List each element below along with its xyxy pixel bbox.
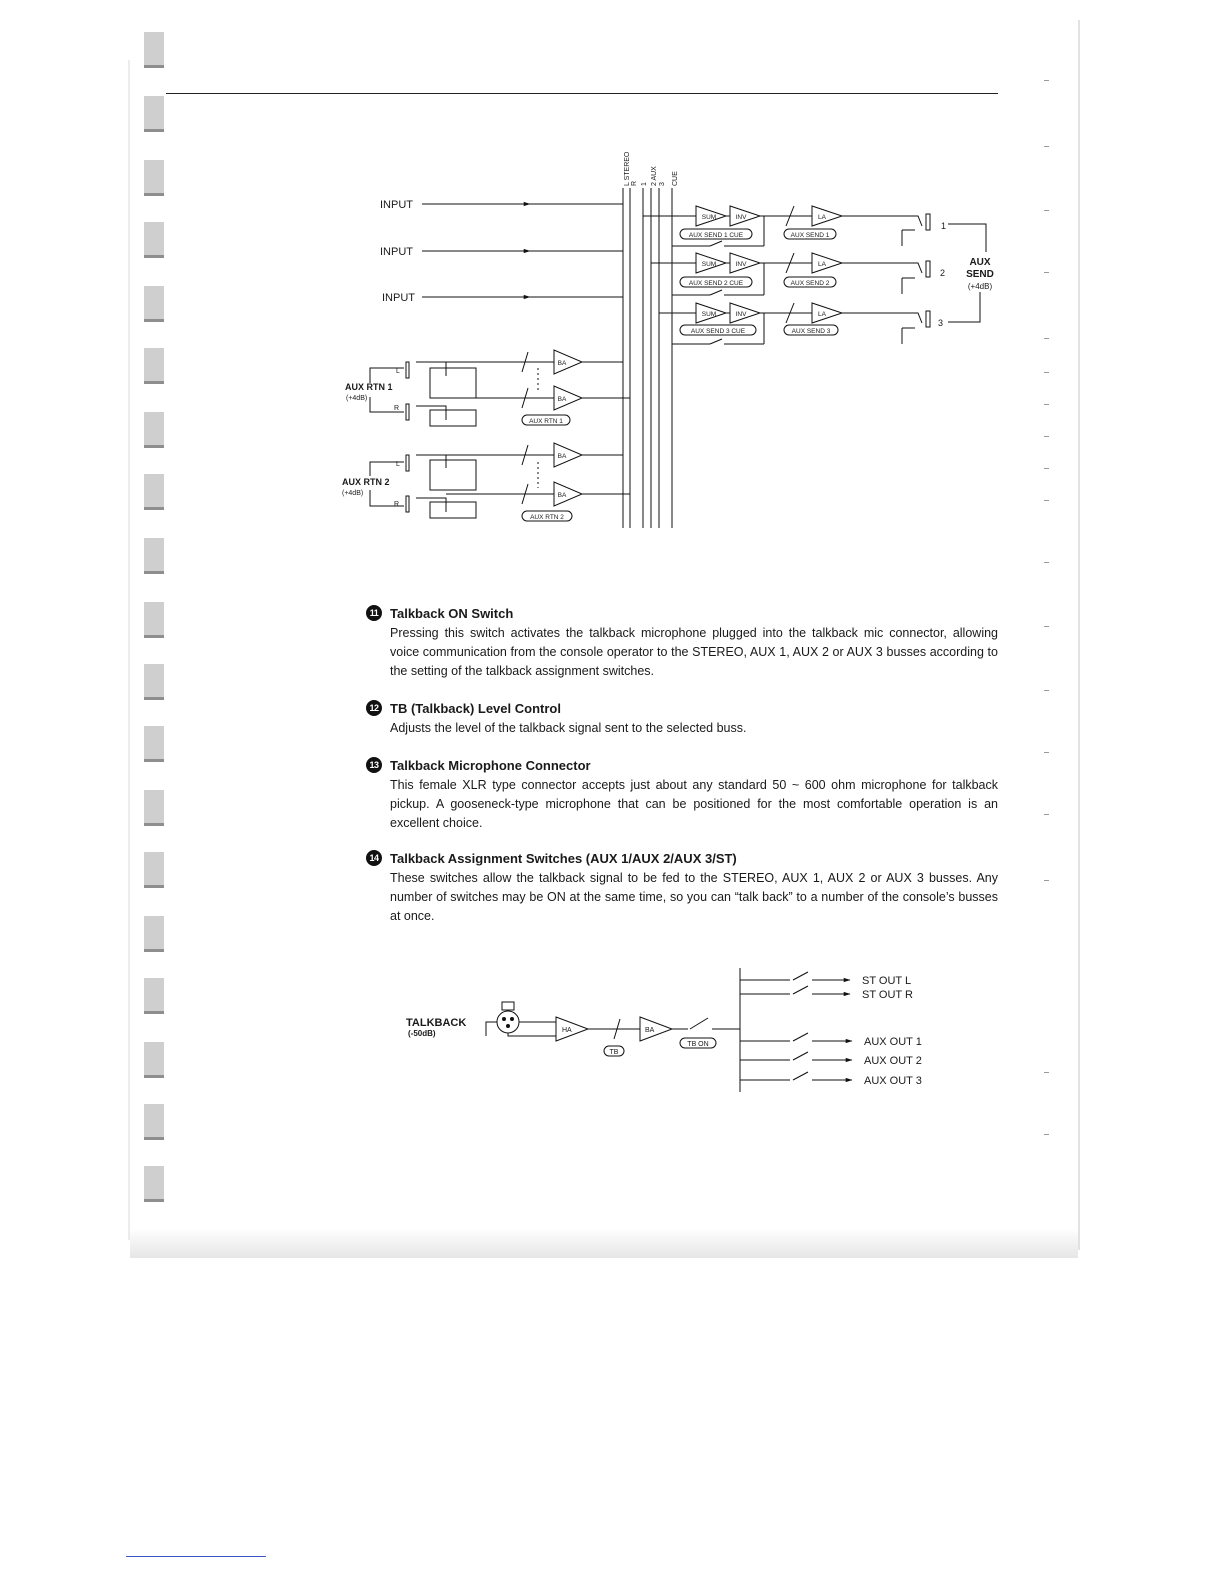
output-label: ST OUT L	[862, 975, 912, 987]
aux-rtn-level: (+4dB)	[342, 490, 364, 497]
tb-on-switch: TB ON	[687, 1041, 709, 1048]
section-talkback-assignment-switches	[366, 850, 998, 926]
section-title: Talkback ON Switch	[390, 605, 514, 621]
jack-number: 1	[941, 221, 947, 231]
margin-mark	[1044, 1134, 1049, 1135]
binding-tab	[144, 538, 164, 574]
aux-send-control: AUX SEND 3	[791, 328, 831, 335]
input-label: INPUT	[382, 292, 415, 304]
margin-mark	[1044, 500, 1049, 501]
aux-rtn-control: AUX RTN 2	[530, 514, 564, 521]
aux-send-title: AUX	[969, 257, 991, 268]
binding-tab	[144, 664, 164, 700]
section-body: Pressing this switch activates the talkback microphone plugged into the talkback mic connector, allowing voice communication from the console operator to the STEREO, AUX 1, AUX 2 or AUX 3 busses according to the setting of the talkback assignment switches.	[390, 626, 998, 678]
margin-mark	[1044, 80, 1049, 81]
la-amp-label: LA	[818, 311, 826, 318]
section-talkback-mic-connector	[366, 757, 998, 833]
bus-label: 2 AUX	[651, 166, 658, 186]
binding-tab	[144, 852, 164, 888]
binding-tab	[144, 726, 164, 762]
binding-tab	[144, 474, 164, 510]
input-label: INPUT	[380, 199, 413, 211]
section-number-badge: 14	[366, 850, 382, 866]
section-talkback-on-switch	[366, 605, 998, 681]
aux-rtn-control: AUX RTN 1	[529, 418, 563, 425]
margin-mark	[1044, 880, 1049, 881]
inv-amp-label: INV	[735, 214, 747, 221]
binding-tab	[144, 916, 164, 952]
talkback-level: (-50dB)	[408, 1029, 436, 1038]
margin-mark	[1044, 690, 1049, 691]
aux-send-title: SEND	[966, 269, 994, 280]
section-body: Adjusts the level of the talkback signal sent to the selected buss.	[390, 721, 747, 735]
la-amp-label: LA	[818, 261, 826, 268]
binding-tab	[144, 222, 164, 258]
section-number-badge: 12	[366, 700, 382, 716]
section-number-badge: 11	[366, 605, 382, 621]
output-label: AUX OUT 3	[864, 1075, 922, 1087]
left-channel-label: L	[396, 461, 400, 468]
inv-amp-label: INV	[735, 311, 747, 318]
margin-mark	[1044, 562, 1049, 563]
right-channel-label: R	[394, 405, 400, 412]
page-edge	[1078, 20, 1080, 1250]
section-title: TB (Talkback) Level Control	[390, 700, 561, 716]
aux-send-control: AUX SEND 2	[790, 280, 830, 287]
ba-amp-label: BA	[557, 360, 567, 367]
aux-rtn-title: AUX RTN 1	[345, 382, 393, 392]
binding-edge	[128, 60, 130, 1240]
output-label: ST OUT R	[862, 989, 913, 1001]
binding-tab	[144, 602, 164, 638]
ha-amp-label: HA	[562, 1027, 572, 1034]
margin-mark	[1044, 468, 1049, 469]
tb-level-control: TB	[609, 1049, 619, 1056]
margin-mark	[1044, 814, 1049, 815]
sum-amp-label: SUM	[701, 261, 717, 268]
binding-tab	[144, 1042, 164, 1078]
footer-underline	[126, 1556, 266, 1557]
bus-label: 1	[641, 182, 648, 186]
bus-label: CUE	[672, 171, 679, 186]
binding-tab	[144, 286, 164, 322]
page-bottom-shadow	[130, 1228, 1078, 1258]
section-title: Talkback Microphone Connector	[390, 757, 591, 773]
section-title: Talkback Assignment Switches (AUX 1/AUX 2/AUX 3/ST)	[390, 850, 737, 866]
margin-mark	[1044, 752, 1049, 753]
binding-tab	[144, 978, 164, 1014]
aux-send-cue-control: AUX SEND 3 CUE	[690, 328, 746, 335]
ba-amp-label: BA	[557, 453, 567, 460]
aux-send-cue-control: AUX SEND 1 CUE	[688, 232, 744, 239]
binding-tab	[144, 96, 164, 132]
binding-tab	[144, 160, 164, 196]
bus-label: 3	[659, 182, 666, 186]
margin-mark	[1044, 338, 1049, 339]
margin-mark	[1044, 436, 1049, 437]
margin-mark	[1044, 372, 1049, 373]
jack-number: 3	[938, 318, 944, 328]
bus-label: L STEREO	[624, 151, 631, 186]
margin-mark	[1044, 272, 1049, 273]
la-amp-label: LA	[818, 214, 826, 221]
margin-mark	[1044, 626, 1049, 627]
margin-mark	[1044, 404, 1049, 405]
margin-mark	[1044, 210, 1049, 211]
talkback-label: TALKBACK	[406, 1017, 467, 1029]
aux-rtn-level: (+4dB)	[346, 395, 368, 402]
section-body: These switches allow the talkback signal to be fed to the STEREO, AUX 1, AUX 2 or AUX 3 busses. Any number of switches may be ON at the same time, so you can “talk back” to a number of the console’s busses at once.	[390, 871, 998, 923]
left-channel-label: L	[396, 368, 400, 375]
section-body: This female XLR type connector accepts just about any standard 50 ~ 600 ohm microphone for talkback pickup. A gooseneck-type microphone that can be positioned for the most comfortable operation is an excellent choice.	[390, 778, 998, 830]
bus-labels	[624, 151, 679, 186]
aux-rtn-title: AUX RTN 2	[342, 477, 390, 487]
ba-amp-label: BA	[557, 396, 567, 403]
right-channel-label: R	[394, 501, 400, 508]
input-label: INPUT	[380, 246, 413, 258]
binding-tab	[144, 1104, 164, 1140]
sum-amp-label: SUM	[701, 214, 717, 221]
section-number-badge: 13	[366, 757, 382, 773]
section-tb-level-control	[366, 700, 998, 738]
aux-send-cue-control: AUX SEND 2 CUE	[688, 280, 744, 287]
binding-tab	[144, 1166, 164, 1202]
binding-tab	[144, 32, 164, 68]
binding-tab	[144, 412, 164, 448]
inv-amp-label: INV	[735, 261, 747, 268]
margin-mark	[1044, 1072, 1049, 1073]
jack-number: 2	[940, 268, 946, 278]
margin-mark	[1044, 146, 1049, 147]
aux-send-level: (+4dB)	[967, 282, 993, 291]
output-label: AUX OUT 1	[864, 1036, 922, 1048]
aux-send-control: AUX SEND 1	[790, 232, 830, 239]
output-label: AUX OUT 2	[864, 1055, 922, 1067]
bus-label: R	[631, 180, 638, 186]
ba-amp-label: BA	[645, 1027, 655, 1034]
talkback-signal-flow-diagram	[400, 960, 960, 1100]
binding-tab	[144, 790, 164, 826]
binding-tab	[144, 348, 164, 384]
aux-signal-flow-diagram	[330, 140, 1020, 540]
ba-amp-label: BA	[557, 492, 567, 499]
header-rule	[166, 93, 998, 94]
sum-amp-label: SUM	[701, 311, 717, 318]
